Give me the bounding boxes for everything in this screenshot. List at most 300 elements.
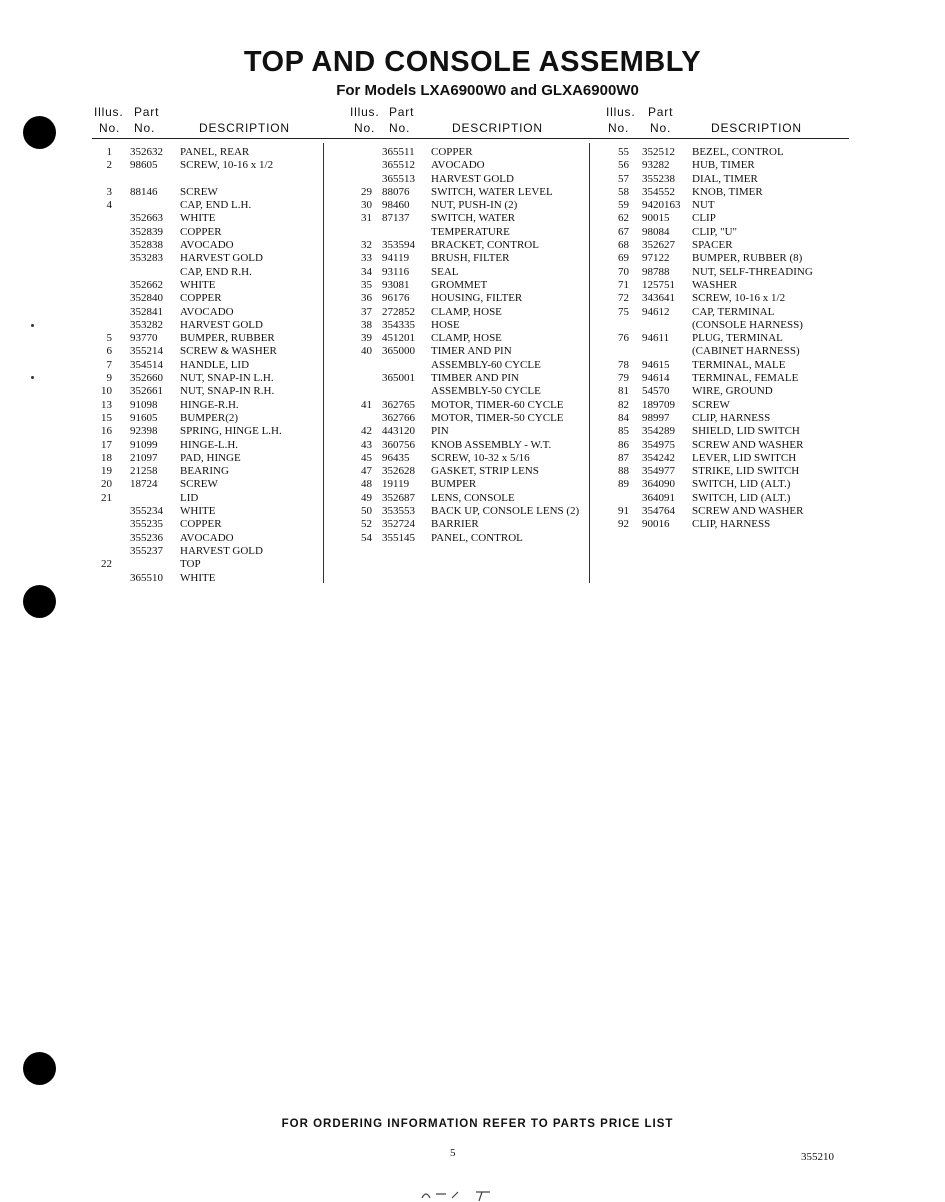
part-number: 365510 bbox=[130, 571, 163, 584]
parts-row bbox=[92, 545, 332, 558]
part-description: BEZEL, CONTROL bbox=[692, 146, 784, 158]
parts-row bbox=[604, 412, 848, 425]
part-number: 93282 bbox=[642, 159, 670, 172]
part-number: 352662 bbox=[130, 278, 163, 291]
parts-row bbox=[92, 332, 332, 345]
part-description: WASHER bbox=[692, 278, 738, 291]
illus-number: 86 bbox=[618, 438, 629, 451]
part-number: 96176 bbox=[382, 292, 410, 305]
illus-number: 5 bbox=[106, 332, 112, 345]
part-number: 21258 bbox=[130, 465, 158, 478]
part-number: 353594 bbox=[382, 239, 415, 252]
illus-number: 57 bbox=[618, 172, 629, 185]
parts-row bbox=[604, 319, 848, 332]
part-description: CAP, END R.H. bbox=[180, 265, 252, 278]
part-description: SPRING, HINGE L.H. bbox=[180, 425, 282, 438]
part-description: CAP, TERMINAL bbox=[692, 305, 775, 318]
part-description: AVOCADO bbox=[180, 305, 234, 318]
part-description: WHITE bbox=[180, 212, 216, 225]
part-description: LID bbox=[180, 491, 199, 504]
illus-number: 69 bbox=[618, 252, 629, 265]
part-description: NUT, PUSH-IN (2) bbox=[431, 199, 518, 212]
parts-row bbox=[92, 572, 332, 585]
parts-row bbox=[604, 292, 848, 305]
part-number: 90016 bbox=[642, 518, 670, 531]
part-number: 355236 bbox=[130, 531, 163, 544]
parts-row bbox=[604, 399, 848, 412]
parts-row bbox=[348, 266, 588, 279]
part-number: 355237 bbox=[130, 544, 163, 557]
illus-number: 45 bbox=[361, 451, 372, 464]
part-number: 98460 bbox=[382, 199, 410, 212]
illus-number: 89 bbox=[618, 478, 629, 491]
part-number: 54570 bbox=[642, 385, 670, 398]
part-description: KNOB ASSEMBLY - W.T. bbox=[431, 438, 552, 451]
illus-number: 7 bbox=[106, 358, 112, 371]
parts-row bbox=[604, 186, 848, 199]
part-number: 189709 bbox=[642, 398, 675, 411]
part-description: LENS, CONSOLE bbox=[431, 491, 515, 504]
parts-row bbox=[92, 266, 332, 279]
part-description: BRACKET, CONTROL bbox=[431, 239, 539, 252]
illus-number: 40 bbox=[361, 345, 372, 358]
part-number: 92398 bbox=[130, 425, 158, 438]
part-number: 93770 bbox=[130, 332, 158, 345]
part-description: BRUSH, FILTER bbox=[431, 252, 510, 265]
header-description: DESCRIPTION bbox=[452, 121, 543, 135]
part-number: 355145 bbox=[382, 531, 415, 544]
part-description: CLIP, "U" bbox=[692, 225, 738, 238]
part-number: 355238 bbox=[642, 172, 675, 185]
illus-number: 68 bbox=[618, 239, 629, 252]
illus-number: 22 bbox=[101, 558, 112, 571]
part-description: BUMPER, RUBBER (8) bbox=[692, 252, 803, 265]
part-description: HANDLE, LID bbox=[180, 358, 250, 371]
part-number: 91605 bbox=[130, 411, 158, 424]
part-description: SWITCH, LID (ALT.) bbox=[692, 491, 791, 504]
part-number: 93081 bbox=[382, 278, 410, 291]
part-number: 353283 bbox=[130, 252, 163, 265]
parts-row bbox=[348, 306, 588, 319]
illus-number: 50 bbox=[361, 505, 372, 518]
parts-row bbox=[348, 345, 588, 358]
part-number: 352840 bbox=[130, 292, 163, 305]
column-header bbox=[348, 104, 588, 138]
header-part-no: No. bbox=[134, 121, 156, 135]
part-number: 352724 bbox=[382, 518, 415, 531]
part-description: HOUSING, FILTER bbox=[431, 292, 523, 305]
parts-row bbox=[92, 532, 332, 545]
part-description: (CABINET HARNESS) bbox=[692, 345, 800, 358]
part-description: SEAL bbox=[431, 265, 459, 278]
illus-number: 32 bbox=[361, 239, 372, 252]
illus-number: 35 bbox=[361, 278, 372, 291]
column-divider bbox=[323, 143, 324, 583]
parts-rows bbox=[348, 146, 588, 545]
illus-number: 2 bbox=[106, 159, 112, 172]
illus-number: 38 bbox=[361, 318, 372, 331]
scan-speck bbox=[31, 324, 34, 327]
part-description: DIAL, TIMER bbox=[692, 172, 758, 185]
parts-row bbox=[348, 385, 588, 398]
parts-row bbox=[348, 359, 588, 372]
part-description: HINGE-L.H. bbox=[180, 438, 239, 451]
part-number: 352663 bbox=[130, 212, 163, 225]
illus-number: 85 bbox=[618, 425, 629, 438]
parts-row bbox=[348, 173, 588, 186]
part-description: HARVEST GOLD bbox=[431, 172, 514, 185]
parts-row bbox=[92, 159, 332, 172]
parts-row bbox=[604, 173, 848, 186]
illus-number: 56 bbox=[618, 159, 629, 172]
header-description: DESCRIPTION bbox=[199, 121, 290, 135]
binder-hole-1 bbox=[23, 116, 56, 149]
part-description: TERMINAL, MALE bbox=[692, 358, 786, 371]
part-description: WIRE, GROUND bbox=[692, 385, 773, 398]
illus-number: 20 bbox=[101, 478, 112, 491]
illus-number: 54 bbox=[361, 531, 372, 544]
parts-row bbox=[604, 492, 848, 505]
part-description: PANEL, REAR bbox=[180, 146, 250, 158]
part-description: COPPER bbox=[180, 292, 222, 305]
illus-number: 21 bbox=[101, 491, 112, 504]
part-number: 353282 bbox=[130, 318, 163, 331]
parts-row bbox=[348, 212, 588, 225]
part-description: PAD, HINGE bbox=[180, 451, 241, 464]
illus-number: 47 bbox=[361, 465, 372, 478]
part-description: COPPER bbox=[180, 225, 222, 238]
parts-row bbox=[92, 412, 332, 425]
parts-row bbox=[348, 319, 588, 332]
parts-row bbox=[92, 146, 332, 159]
parts-row bbox=[604, 439, 848, 452]
part-description: SWITCH, WATER LEVEL bbox=[431, 185, 553, 198]
parts-row bbox=[348, 332, 588, 345]
illus-number: 17 bbox=[101, 438, 112, 451]
parts-row bbox=[348, 292, 588, 305]
part-description: TIMBER AND PIN bbox=[431, 372, 520, 385]
part-description: BUMPER, RUBBER bbox=[180, 332, 275, 345]
parts-row bbox=[92, 306, 332, 319]
part-number: 354289 bbox=[642, 425, 675, 438]
parts-row bbox=[604, 239, 848, 252]
parts-row bbox=[348, 465, 588, 478]
parts-row bbox=[348, 425, 588, 438]
illus-number: 87 bbox=[618, 451, 629, 464]
header-part-no: No. bbox=[389, 121, 411, 135]
column-divider bbox=[589, 143, 590, 583]
illus-number: 19 bbox=[101, 465, 112, 478]
part-number: 98605 bbox=[130, 159, 158, 172]
illus-number: 31 bbox=[361, 212, 372, 225]
part-description: AVOCADO bbox=[431, 159, 485, 172]
part-number: 94612 bbox=[642, 305, 670, 318]
row-spacer bbox=[92, 173, 332, 186]
parts-row bbox=[92, 186, 332, 199]
part-number: 352628 bbox=[382, 465, 415, 478]
parts-row bbox=[348, 399, 588, 412]
part-description: ASSEMBLY-60 CYCLE bbox=[431, 358, 541, 371]
parts-row bbox=[604, 359, 848, 372]
illus-number: 92 bbox=[618, 518, 629, 531]
parts-row bbox=[92, 492, 332, 505]
parts-row bbox=[92, 478, 332, 491]
column-header bbox=[604, 104, 848, 138]
part-number: 354552 bbox=[642, 185, 675, 198]
parts-row bbox=[348, 439, 588, 452]
part-number: 343641 bbox=[642, 292, 675, 305]
part-description: WHITE bbox=[180, 571, 216, 584]
part-description: BEARING bbox=[180, 465, 229, 478]
parts-row bbox=[348, 478, 588, 491]
parts-row bbox=[92, 399, 332, 412]
part-description: BUMPER bbox=[431, 478, 477, 491]
part-number: 88146 bbox=[130, 185, 158, 198]
parts-row bbox=[92, 252, 332, 265]
page-title: TOP AND CONSOLE ASSEMBLY bbox=[243, 46, 702, 78]
part-description: TERMINAL, FEMALE bbox=[692, 372, 799, 385]
parts-row bbox=[92, 372, 332, 385]
part-description: SCREW, 10-16 x 1/2 bbox=[180, 159, 274, 172]
parts-row bbox=[604, 425, 848, 438]
part-number: 19119 bbox=[382, 478, 410, 491]
part-description: LEVER, LID SWITCH bbox=[692, 451, 797, 464]
part-number: 97122 bbox=[642, 252, 670, 265]
part-description: HARVEST GOLD bbox=[180, 544, 263, 557]
illus-number: 36 bbox=[361, 292, 372, 305]
illus-number: 39 bbox=[361, 332, 372, 345]
illus-number: 82 bbox=[618, 398, 629, 411]
part-description: BUMPER(2) bbox=[180, 411, 239, 424]
part-number: 352632 bbox=[130, 146, 163, 158]
parts-row bbox=[92, 385, 332, 398]
binder-hole-3 bbox=[23, 1052, 56, 1085]
parts-row bbox=[604, 345, 848, 358]
page-number: 5 bbox=[450, 1147, 456, 1159]
part-number: 93116 bbox=[382, 265, 410, 278]
part-description: PIN bbox=[431, 425, 449, 438]
parts-row bbox=[348, 239, 588, 252]
parts-row bbox=[348, 279, 588, 292]
illus-number: 58 bbox=[618, 185, 629, 198]
part-number: 364091 bbox=[642, 491, 675, 504]
parts-row bbox=[604, 478, 848, 491]
parts-row bbox=[348, 252, 588, 265]
parts-rows bbox=[604, 146, 848, 532]
part-description: PANEL, CONTROL bbox=[431, 531, 523, 544]
part-number: 94614 bbox=[642, 372, 670, 385]
part-number: 352627 bbox=[642, 239, 675, 252]
part-number: 98084 bbox=[642, 225, 670, 238]
illus-number: 33 bbox=[361, 252, 372, 265]
illus-number: 16 bbox=[101, 425, 112, 438]
part-description: GASKET, STRIP LENS bbox=[431, 465, 539, 478]
part-description: ASSEMBLY-50 CYCLE bbox=[431, 385, 541, 398]
parts-rows bbox=[92, 146, 332, 585]
illus-number: 30 bbox=[361, 199, 372, 212]
header-illus: Illus. bbox=[606, 105, 636, 119]
illus-number: 67 bbox=[618, 225, 629, 238]
part-number: 354977 bbox=[642, 465, 675, 478]
part-description: SPACER bbox=[692, 239, 733, 252]
part-number: 360756 bbox=[382, 438, 415, 451]
illus-number: 88 bbox=[618, 465, 629, 478]
illus-number: 3 bbox=[106, 185, 112, 198]
part-number: 21097 bbox=[130, 451, 158, 464]
parts-row bbox=[92, 292, 332, 305]
part-description: SCREW, 10-32 x 5/16 bbox=[431, 451, 530, 464]
part-number: 354764 bbox=[642, 505, 675, 518]
parts-row bbox=[604, 518, 848, 531]
part-description: COPPER bbox=[180, 518, 222, 531]
illus-number: 18 bbox=[101, 451, 112, 464]
parts-row bbox=[604, 266, 848, 279]
illus-number: 59 bbox=[618, 199, 629, 212]
illus-number: 43 bbox=[361, 438, 372, 451]
header-illus: Illus. bbox=[350, 105, 380, 119]
parts-row bbox=[92, 518, 332, 531]
part-number: 352687 bbox=[382, 491, 415, 504]
part-description: HARVEST GOLD bbox=[180, 318, 263, 331]
part-description: CLIP, HARNESS bbox=[692, 518, 771, 531]
illus-number: 91 bbox=[618, 505, 629, 518]
parts-row bbox=[604, 385, 848, 398]
part-description: CLIP, HARNESS bbox=[692, 411, 771, 424]
parts-row bbox=[604, 226, 848, 239]
illus-number: 79 bbox=[618, 372, 629, 385]
parts-row bbox=[348, 412, 588, 425]
part-number: 272852 bbox=[382, 305, 415, 318]
illus-number: 4 bbox=[106, 199, 112, 212]
parts-row bbox=[604, 505, 848, 518]
illus-number: 13 bbox=[101, 398, 112, 411]
part-description: MOTOR, TIMER-60 CYCLE bbox=[431, 398, 564, 411]
parts-row bbox=[92, 319, 332, 332]
parts-row bbox=[604, 452, 848, 465]
parts-row bbox=[92, 212, 332, 225]
parts-row bbox=[92, 439, 332, 452]
part-number: 87137 bbox=[382, 212, 410, 225]
part-description: AVOCADO bbox=[180, 531, 234, 544]
header-part: Part bbox=[648, 105, 674, 119]
parts-row bbox=[92, 558, 332, 571]
parts-row bbox=[604, 252, 848, 265]
illus-number: 49 bbox=[361, 491, 372, 504]
parts-row bbox=[604, 332, 848, 345]
illus-number: 71 bbox=[618, 278, 629, 291]
part-description: CAP, END L.H. bbox=[180, 199, 252, 212]
illus-number: 62 bbox=[618, 212, 629, 225]
part-description: HUB, TIMER bbox=[692, 159, 755, 172]
document-number: 355210 bbox=[801, 1151, 834, 1163]
part-number: 90015 bbox=[642, 212, 670, 225]
illus-number: 76 bbox=[618, 332, 629, 345]
header-description: DESCRIPTION bbox=[711, 121, 802, 135]
part-number: 354242 bbox=[642, 451, 675, 464]
part-number: 365000 bbox=[382, 345, 415, 358]
part-number: 354975 bbox=[642, 438, 675, 451]
illus-number: 75 bbox=[618, 305, 629, 318]
part-number: 451201 bbox=[382, 332, 415, 345]
illus-number: 55 bbox=[618, 146, 629, 158]
part-number: 9420163 bbox=[642, 199, 681, 212]
part-number: 352660 bbox=[130, 372, 163, 385]
part-number: 91098 bbox=[130, 398, 158, 411]
illus-number: 10 bbox=[101, 385, 112, 398]
part-description: SWITCH, WATER bbox=[431, 212, 516, 225]
header-part: Part bbox=[389, 105, 415, 119]
part-description: SCREW AND WASHER bbox=[692, 438, 804, 451]
parts-row bbox=[92, 452, 332, 465]
parts-row bbox=[604, 465, 848, 478]
part-description: HOSE bbox=[431, 318, 460, 331]
parts-row bbox=[348, 146, 588, 159]
part-number: 355214 bbox=[130, 345, 163, 358]
illus-number: 70 bbox=[618, 265, 629, 278]
illus-number: 81 bbox=[618, 385, 629, 398]
illus-number: 41 bbox=[361, 398, 372, 411]
parts-row bbox=[348, 452, 588, 465]
part-description: AVOCADO bbox=[180, 239, 234, 252]
part-number: 98997 bbox=[642, 411, 670, 424]
part-number: 352839 bbox=[130, 225, 163, 238]
part-description: NUT, SNAP-IN L.H. bbox=[180, 372, 274, 385]
parts-column-2 bbox=[348, 104, 588, 545]
part-description: HINGE-R.H. bbox=[180, 398, 239, 411]
part-description: SCREW bbox=[180, 478, 218, 491]
part-description: BARRIER bbox=[431, 518, 479, 531]
part-number: 365511 bbox=[382, 146, 415, 158]
part-description: TIMER AND PIN bbox=[431, 345, 512, 358]
parts-row bbox=[348, 492, 588, 505]
part-description: (CONSOLE HARNESS) bbox=[692, 318, 803, 331]
parts-row bbox=[348, 505, 588, 518]
part-number: 18724 bbox=[130, 478, 158, 491]
parts-column-3 bbox=[604, 104, 848, 532]
header-part: Part bbox=[134, 105, 160, 119]
part-description: BACK UP, CONSOLE LENS (2) bbox=[431, 505, 580, 518]
part-description: SCREW & WASHER bbox=[180, 345, 277, 358]
parts-row bbox=[92, 239, 332, 252]
illus-number: 37 bbox=[361, 305, 372, 318]
illus-number: 48 bbox=[361, 478, 372, 491]
parts-row bbox=[604, 279, 848, 292]
part-description: SCREW AND WASHER bbox=[692, 505, 804, 518]
part-description: PLUG, TERMINAL bbox=[692, 332, 783, 345]
part-number: 364090 bbox=[642, 478, 675, 491]
part-number: 352841 bbox=[130, 305, 163, 318]
parts-row bbox=[92, 345, 332, 358]
parts-row bbox=[348, 159, 588, 172]
part-number: 352661 bbox=[130, 385, 163, 398]
parts-row bbox=[348, 199, 588, 212]
part-number: 365001 bbox=[382, 372, 415, 385]
parts-row bbox=[604, 159, 848, 172]
part-number: 354335 bbox=[382, 318, 415, 331]
part-number: 443120 bbox=[382, 425, 415, 438]
parts-row bbox=[92, 425, 332, 438]
part-description: SCREW bbox=[180, 185, 218, 198]
header-illus-no: No. bbox=[608, 121, 630, 135]
part-number: 96435 bbox=[382, 451, 410, 464]
part-description: MOTOR, TIMER-50 CYCLE bbox=[431, 411, 564, 424]
part-number: 352512 bbox=[642, 146, 675, 158]
part-description: SCREW bbox=[692, 398, 730, 411]
part-number: 354514 bbox=[130, 358, 163, 371]
parts-row bbox=[92, 465, 332, 478]
part-description: STRIKE, LID SWITCH bbox=[692, 465, 800, 478]
part-description: CLAMP, HOSE bbox=[431, 305, 502, 318]
